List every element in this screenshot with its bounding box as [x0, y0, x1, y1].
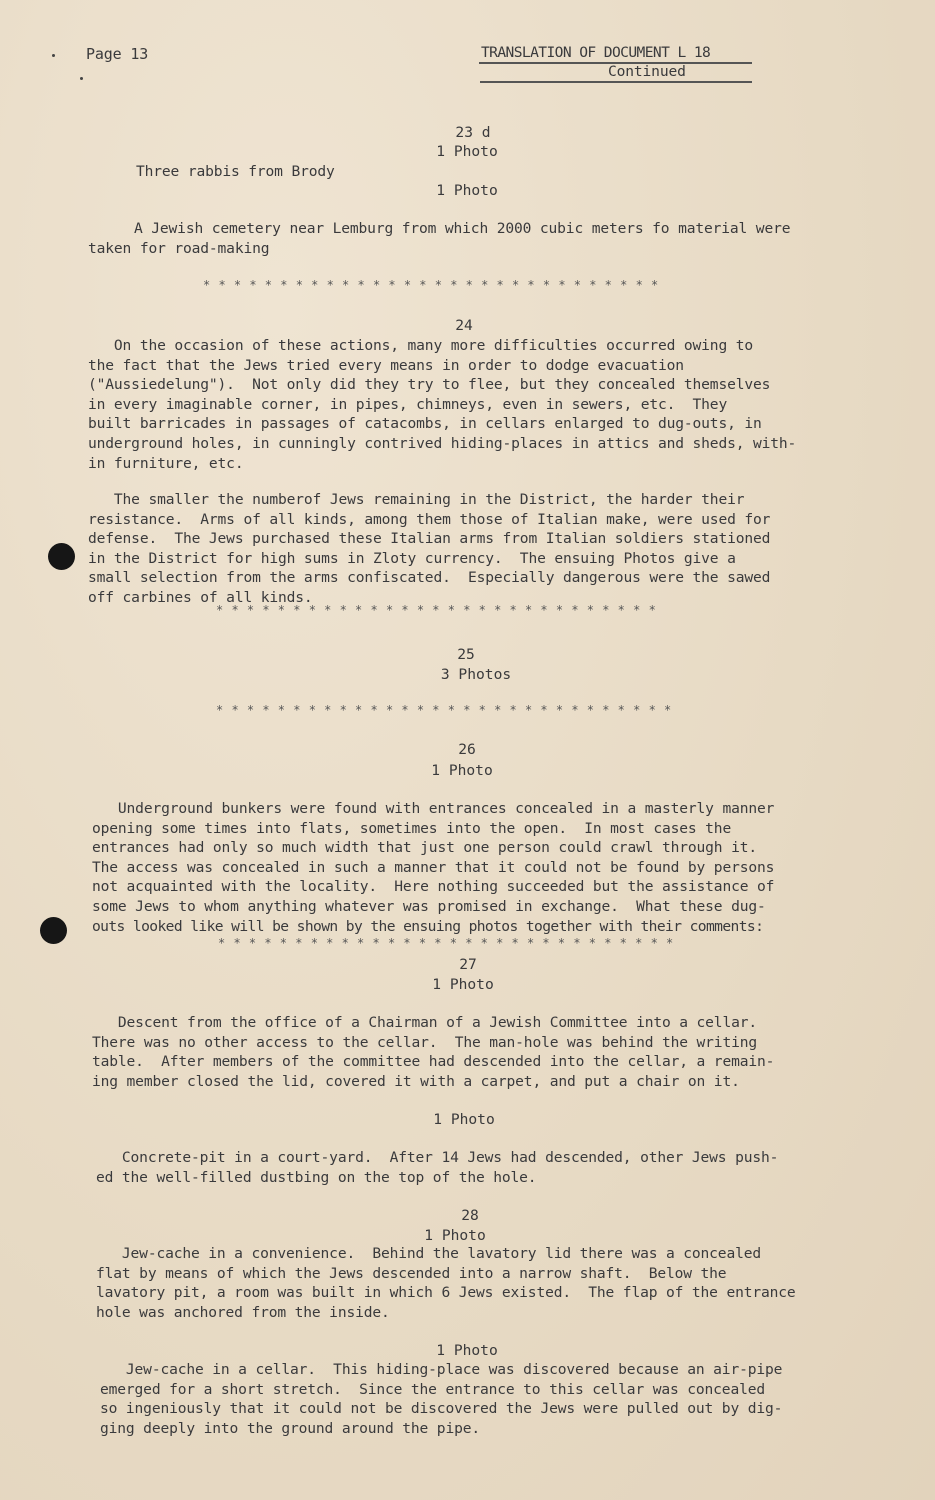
paragraph: [96, 1244, 796, 1322]
text-line: in furniture, etc.: [88, 454, 244, 472]
text-line: underground holes, in cunningly contrived hiding-places in attics and sheds, with-: [88, 434, 797, 452]
text-line: On the occasion of these actions, many more difficulties occurred owing to: [88, 337, 753, 354]
text-line: the fact that the Jews tried every means in order to dodge evacuation: [88, 356, 684, 374]
text-line: hole was anchored from the inside.: [96, 1303, 390, 1321]
photo-label: 1 Photo: [436, 143, 498, 160]
text-line: defense. The Jews purchased these Italian arms from Italian soldiers stationed: [88, 530, 771, 548]
photo-caption: Three rabbis from Brody: [136, 163, 335, 180]
binder-punch-hole: [40, 917, 67, 944]
section-separator: * * * * * * * * * * * * * * * * * * * * * * * * * * * * *: [216, 603, 657, 617]
text-line: resistance. Arms of all kinds, among them those of Italian make, were used for: [88, 510, 771, 528]
photo-label: 1 Photo: [432, 976, 494, 993]
text-line: Jew-cache in a cellar. This hiding-place was discovered because an air-pipe: [100, 1361, 783, 1378]
photo-label: 1 Photo: [436, 182, 498, 199]
text-line: The smaller the numberof Jews remaining in the District, the harder their: [88, 491, 745, 508]
text-line: flat by means of which the Jews descended into a narrow shaft. Below the: [96, 1264, 727, 1282]
photo-label: 1 Photo: [433, 1111, 495, 1128]
paragraph: [96, 1148, 778, 1187]
section-number-23d: 23 d: [455, 124, 491, 141]
photo-label: 1 Photo: [431, 762, 493, 779]
binder-punch-hole: [48, 543, 75, 570]
section-separator: * * * * * * * * * * * * * * * * * * * * * * * * * * * * * *: [203, 278, 659, 292]
text-line: in every imaginable corner, in pipes, chimneys, even in sewers, etc. They: [88, 395, 728, 413]
text-line: The access was concealed in such a manner that it could not be found by persons: [92, 858, 775, 876]
photo-caption-paragraph: [88, 219, 790, 258]
text-line: opening some times into flats, sometimes into the open. In most cases the: [92, 819, 732, 837]
text-line: some Jews to whom anything whatever was promised in exchange. What these dug-: [92, 897, 766, 915]
subtitle-rule: [480, 81, 752, 83]
text-line: outs looked like will be shown by the ensuing photos together with their comments:: [92, 917, 764, 935]
section-number-26: 26: [458, 741, 476, 758]
paragraph: [100, 1360, 782, 1438]
text-line: small selection from the arms confiscated. Especially dangerous were the sawed: [88, 569, 771, 587]
text-line: table. After members of the committee had descended into the cellar, a remain-: [92, 1053, 775, 1071]
text-line: A Jewish cemetery near Lemburg from which 2000 cubic meters fo material were: [134, 220, 791, 237]
text-line: in the District for high sums in Zloty currency. The ensuing Photos give a: [88, 549, 736, 567]
paper-speck: [52, 54, 55, 57]
section-number-25: 25: [457, 646, 475, 663]
document-subtitle: Continued: [608, 63, 686, 80]
text-line: Underground bunkers were found with entrances concealed in a masterly manner: [92, 800, 775, 817]
paragraph: [92, 799, 774, 936]
text-line: ging deeply into the ground around the pipe.: [100, 1419, 480, 1437]
text-line: Jew-cache in a convenience. Behind the lavatory lid there was a concealed: [96, 1245, 761, 1262]
photo-label: 3 Photos: [440, 666, 512, 683]
text-line: entrances had only so much width that just one person could crawl through it.: [92, 839, 757, 857]
text-line: lavatory pit, a room was built in which 6 Jews existed. The flap of the entrance: [96, 1284, 796, 1302]
text-line: There was no other access to the cellar. The man-hole was behind the writing: [92, 1033, 757, 1051]
paragraph: [88, 336, 796, 473]
section-number-28: 28: [461, 1207, 479, 1224]
text-line: off carbines of all kinds.: [88, 588, 313, 606]
text-line: Descent from the office of a Chairman of a Jewish Committee into a cellar.: [92, 1014, 757, 1031]
paragraph: [92, 1013, 774, 1091]
text-line: not acquainted with the locality. Here nothing succeeded but the assistance of: [92, 878, 775, 896]
text-line: taken for road-making: [88, 239, 270, 257]
text-line: built barricades in passages of catacombs, in cellars enlarged to dug-outs, in: [88, 415, 762, 433]
section-separator: * * * * * * * * * * * * * * * * * * * * * * * * * * * * * *: [216, 703, 672, 717]
paragraph: [88, 490, 770, 608]
paper-speck: [80, 77, 83, 80]
section-number-24: 24: [455, 317, 473, 334]
text-line: so ingeniously that it could not be discovered the Jews were pulled out by dig-: [100, 1400, 783, 1418]
text-line: ed the well-filled dustbing on the top of the hole.: [96, 1168, 537, 1186]
section-separator: * * * * * * * * * * * * * * * * * * * * * * * * * * * * * *: [218, 936, 674, 950]
photo-label: 1 Photo: [436, 1342, 498, 1359]
section-number-27: 27: [459, 956, 477, 973]
page-number: Page 13: [86, 45, 149, 63]
text-line: emerged for a short stretch. Since the entrance to this cellar was concealed: [100, 1380, 765, 1398]
photo-label: 1 Photo: [424, 1227, 486, 1244]
text-line: ing member closed the lid, covered it with a carpet, and put a chair on it.: [92, 1072, 740, 1090]
text-line: ("Aussiedelung"). Not only did they try to flee, but they concealed themselves: [88, 376, 771, 394]
document-title: TRANSLATION OF DOCUMENT L 18: [481, 44, 711, 61]
text-line: Concrete-pit in a court-yard. After 14 Jews had descended, other Jews push-: [96, 1149, 779, 1166]
